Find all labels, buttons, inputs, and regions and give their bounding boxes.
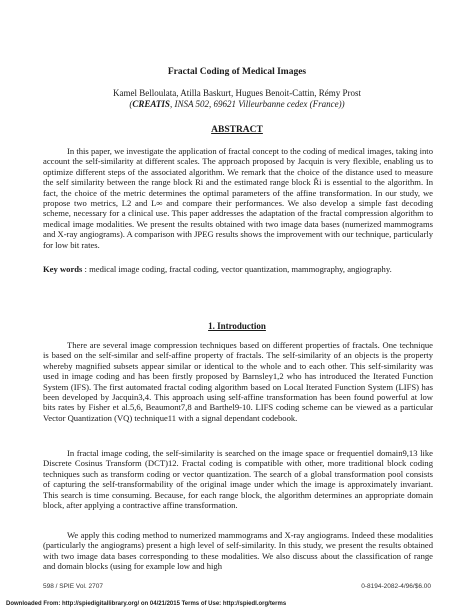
affiliation <box>0 99 474 110</box>
footer-volume: 598 / SPIE Vol. 2707 <box>43 583 103 590</box>
paper-title: Fractal Coding of Medical Images <box>167 67 307 77</box>
author-block <box>0 88 474 110</box>
affiliation-rest: , INSA 502, 69621 Villeurbanne cedex (France)) <box>169 99 345 109</box>
abstract-text: In this paper, we investigate the application of fractal concept to the coding of medical images, taking into account the self-similarity at different scales. The approach proposed by Jacquin is very flexible, enabling us to optimize different steps of the associated algorithm. We remark that the choice of the distance used to measure the self similarity between the range block Ri and the estimated range block R̂i is essential to the algorithm. In fact, the choice of the metric determines the optimal parameters of the affine transformation. In our study, we propose two metrics, L2 and L∞ and compare their performances. We also develop a simple fast decoding scheme, necessary for a clinical use. This paper addresses the adaptation of the fractal compression algorithm to medical image modalities. We present the results obtained with two image data bases (numerized mammograms and X-ray angiograms). A comparison with JPEG results shows the improvement with our technique, particularly for low bit rates. <box>43 146 433 250</box>
affiliation-open: ( <box>129 99 133 109</box>
section-heading-introduction: 1. Introduction <box>208 321 266 331</box>
keywords-text: : medical image coding, fractal coding, vector quantization, mammography, angiography. <box>82 264 392 274</box>
abstract-heading: ABSTRACT <box>211 125 263 135</box>
intro-paragraph-2: In fractal image coding, the self-similarity is searched on the image space or frequentiel domain9,13 like Discrete Cosinus Transform (DCT)12. Fractal coding is compatible with other, more traditional block coding techniques such as transform coding or vector quantization. The search of a global transformation pool consists of capturing the self-transformability of the original image under which the image is approximately invariant. This search is time consuming. Because, for each range block, the algorithm determines an appropriate domain block, after applying a contractive affine transformation. <box>43 448 433 511</box>
footer-isbn: 0-8194-2082-4/96/$6.00 <box>361 583 431 590</box>
intro-paragraph-1: There are several image compression techniques based on different properties of fractals. One technique is based on the self-similar and self-affine property of fractals. The self-similarity of an objects is the property whereby magnified subsets appear similar or identical to the whole and to each other. This self-similarity was used in image coding and has been firstly proposed by Barnsley1,2 who has introduced the Iterated Function System (IFS). The first automated fractal coding algorithm based on Local Iterated Function System (LIFS) has been developed by Jacquin3,4. This approach using self-affine transformation has been found powerful at low bits rates by Fisher et al.5,6, Beaumont7,8 and Barthel9-10. LIFS coding scheme can be viewed as a particular Vector Quantization (VQ) technique11 with a signal dependant codebook. <box>43 340 433 423</box>
affiliation-org: CREATIS <box>132 99 170 109</box>
keywords-label: Key words <box>43 264 83 274</box>
author-list: Kamel Belloulata, Atilla Baskurt, Hugues Benoit-Cattin, Rémy Prost <box>113 88 361 98</box>
keywords <box>43 264 433 274</box>
download-notice: Downloaded From: http://spiedigitallibrary.org/ on 04/21/2015 Terms of Use: http://spiedl.org/terms <box>6 601 287 607</box>
intro-paragraph-3: We apply this coding method to numerized mammograms and X-ray angiograms. Indeed these modalities (particularly the angiograms) present a high level of self-similarity. In this study, we present the results obtained with two image data bases corresponding to these modalities. We also discuss about the classification of range and domain blocks (using for example low and high <box>43 530 433 572</box>
